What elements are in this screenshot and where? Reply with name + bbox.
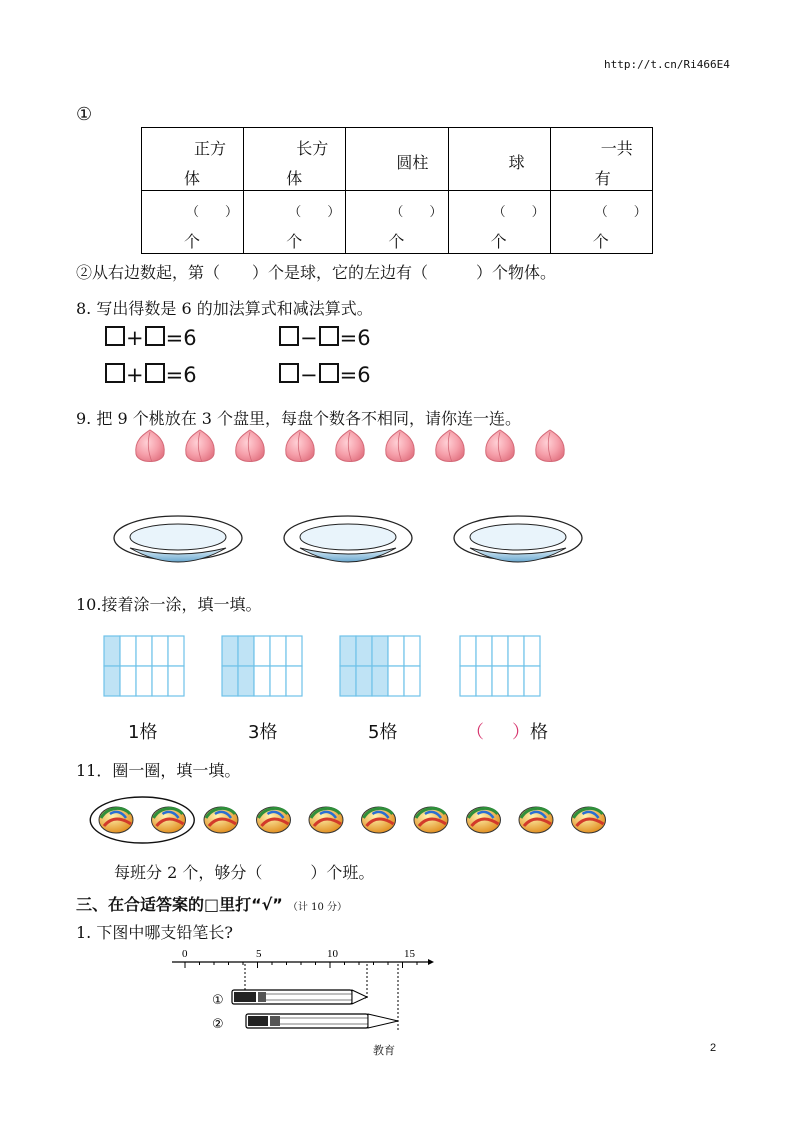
answer-box[interactable]	[105, 326, 125, 346]
ruler-label-0: 0	[182, 948, 188, 960]
blank-open-paren: （	[466, 722, 484, 743]
q11-answer: 每班分 2 个，够分（ ）个班。	[114, 863, 375, 882]
grid-cell[interactable]	[524, 666, 540, 696]
section3-score: （计 10 分）	[287, 902, 348, 913]
answer-cell-sphere[interactable]	[448, 191, 550, 254]
peaches-row	[120, 428, 580, 470]
equals-six: =6	[165, 326, 197, 350]
grid-cell[interactable]	[104, 666, 120, 696]
coloring-grids	[100, 634, 550, 698]
unit-ge: 个	[490, 232, 507, 251]
answer-cell-cuboid[interactable]	[244, 191, 346, 254]
answer-box[interactable]	[105, 363, 125, 383]
header-cell-cuboid	[244, 128, 346, 191]
grid-cell[interactable]	[372, 666, 388, 696]
plus-sign: +	[126, 326, 144, 350]
unit-ge-grid: 格	[530, 722, 548, 743]
grid-cell[interactable]	[508, 666, 524, 696]
grid-cell[interactable]	[286, 636, 302, 666]
blank-paren: （ ）	[186, 205, 239, 220]
peach-icon	[486, 430, 515, 462]
plate-icon	[454, 516, 582, 562]
grid-label-5: 5格	[368, 722, 398, 743]
grid-cell[interactable]	[492, 636, 508, 666]
grid-cell[interactable]	[460, 636, 476, 666]
grid-cell[interactable]	[460, 666, 476, 696]
q9-title: 9. 把 9 个桃放在 3 个盘里，每盘个数各不相同，请你连一连。	[76, 409, 522, 428]
equation-plus-2	[104, 363, 197, 387]
ruler-label-5: 5	[256, 948, 262, 960]
peach-icon	[186, 430, 215, 462]
answer-box[interactable]	[145, 363, 165, 383]
sphere-label: 球	[508, 153, 525, 172]
total-label-2: 有	[594, 169, 611, 188]
unit-ge: 个	[286, 232, 303, 251]
blank-paren: （ ）	[492, 205, 545, 220]
unit-ge: 个	[184, 232, 201, 251]
grid-cell[interactable]	[136, 666, 152, 696]
header-cell-sphere	[448, 128, 550, 191]
section3-title: 三、在合适答案的□里打“√”	[76, 895, 283, 914]
peach-icon	[236, 430, 265, 462]
equation-minus-1	[278, 326, 371, 350]
peach-icon	[336, 430, 365, 462]
grid-cell[interactable]	[356, 666, 372, 696]
section3-heading	[76, 892, 347, 915]
total-label-1: 一共	[600, 139, 633, 158]
q11-title: 11．圈一圈，填一填。	[76, 761, 241, 780]
cylinder-label: 圆柱	[396, 153, 429, 172]
peach-icon	[386, 430, 415, 462]
grid-cell[interactable]	[492, 666, 508, 696]
grid-cell[interactable]	[476, 636, 492, 666]
grid-cell[interactable]	[340, 666, 356, 696]
ball-icon	[519, 807, 553, 833]
answer-box[interactable]	[319, 363, 339, 383]
page-number: 2	[710, 1042, 717, 1054]
grid-cell[interactable]	[404, 636, 420, 666]
ball-icon	[309, 807, 343, 833]
pencil-1	[232, 990, 367, 1004]
grid-cell[interactable]	[120, 666, 136, 696]
coloring-grid	[460, 636, 540, 696]
cube-label-1: 正方	[194, 139, 227, 158]
grid-cell[interactable]	[168, 636, 184, 666]
equation-minus-2	[278, 363, 371, 387]
header-url: http://t.cn/Ri466E4	[604, 58, 730, 71]
blank-close-paren: ）	[512, 722, 530, 743]
shapes-count-table	[141, 127, 653, 254]
ball-icon	[414, 807, 448, 833]
grid-cell[interactable]	[270, 636, 286, 666]
grid-cell[interactable]	[238, 666, 254, 696]
header-cell-cylinder	[346, 128, 448, 191]
grid-cell[interactable]	[404, 666, 420, 696]
ruler-label-15: 15	[404, 948, 415, 960]
grid-cell[interactable]	[238, 636, 254, 666]
cube-label-2: 体	[184, 169, 201, 188]
equals-six: =6	[339, 326, 371, 350]
unit-ge: 个	[388, 232, 405, 251]
grid-cell[interactable]	[356, 636, 372, 666]
plus-sign: +	[126, 363, 144, 387]
peach-icon	[436, 430, 465, 462]
equation-plus-1	[104, 326, 197, 350]
answer-cell-total[interactable]	[550, 191, 652, 254]
minus-sign: −	[300, 363, 318, 387]
grid-label-3: 3格	[248, 722, 278, 743]
grid-cell[interactable]	[152, 636, 168, 666]
plates-row	[110, 510, 590, 582]
ball-icon	[257, 807, 291, 833]
grid-cell[interactable]	[222, 636, 238, 666]
grid-cell[interactable]	[270, 666, 286, 696]
q8-title: 8. 写出得数是 6 的加法算式和减法算式。	[76, 299, 373, 318]
grid-cell[interactable]	[254, 636, 270, 666]
grid-cell[interactable]	[508, 636, 524, 666]
grid-cell[interactable]	[388, 636, 404, 666]
grid-cell[interactable]	[168, 666, 184, 696]
grid-cell[interactable]	[476, 666, 492, 696]
grid-label-1: 1格	[128, 722, 158, 743]
pencil-2	[246, 1014, 398, 1028]
footer-center: 教育	[373, 1044, 395, 1057]
ball-icon	[152, 807, 186, 833]
unit-ge: 个	[592, 232, 609, 251]
blank-paren: （ ）	[594, 205, 647, 220]
ball-icon	[99, 807, 133, 833]
cuboid-label-1: 长方	[296, 139, 329, 158]
grid-cell[interactable]	[104, 636, 120, 666]
q7-marker: ①	[76, 104, 93, 125]
answer-box[interactable]	[319, 326, 339, 346]
plate-icon	[114, 516, 242, 562]
grid-label-blank	[466, 718, 548, 744]
coloring-grid	[340, 636, 420, 696]
grid-cell[interactable]	[222, 666, 238, 696]
plate-icon	[284, 516, 412, 562]
peach-icon	[536, 430, 565, 462]
grid-cell[interactable]	[340, 636, 356, 666]
q7-part2-text: ②从右边数起，第（ ）个是球，它的左边有（ ）个物体。	[76, 263, 557, 282]
grid-cell[interactable]	[136, 636, 152, 666]
header-cell-cube	[142, 128, 244, 191]
coloring-grid	[222, 636, 302, 696]
grid-cell[interactable]	[388, 666, 404, 696]
grid-cell[interactable]	[372, 636, 388, 666]
grid-cell[interactable]	[120, 636, 136, 666]
minus-sign: −	[300, 326, 318, 350]
ball-icon	[572, 807, 606, 833]
blank-paren: （ ）	[390, 205, 443, 220]
grid-cell[interactable]	[524, 636, 540, 666]
pencil-marker-1: ①	[212, 993, 224, 1008]
answer-cell-cylinder[interactable]	[346, 191, 448, 254]
coloring-grid	[104, 636, 184, 696]
equals-six: =6	[165, 363, 197, 387]
answer-box[interactable]	[279, 363, 299, 383]
grid-cell[interactable]	[286, 666, 302, 696]
answer-box[interactable]	[145, 326, 165, 346]
ball-icon	[467, 807, 501, 833]
answer-cell-cube[interactable]	[142, 191, 244, 254]
peach-icon	[286, 430, 315, 462]
grid-cell[interactable]	[152, 666, 168, 696]
ruler-pencil-figure	[170, 942, 440, 1038]
ball-icon	[362, 807, 396, 833]
header-cell-total	[550, 128, 652, 191]
answer-box[interactable]	[279, 326, 299, 346]
cuboid-label-2: 体	[286, 169, 303, 188]
balls-row	[84, 794, 614, 846]
blank-paren: （ ）	[288, 205, 341, 220]
ball-icon	[204, 807, 238, 833]
q3-1-title: 1. 下图中哪支铅笔长?	[76, 923, 233, 942]
ruler-label-10: 10	[327, 948, 338, 960]
grid-cell[interactable]	[254, 666, 270, 696]
q10-title: 10.接着涂一涂，填一填。	[76, 595, 262, 614]
pencil-marker-2: ②	[212, 1017, 224, 1032]
peach-icon	[136, 430, 165, 462]
equals-six: =6	[339, 363, 371, 387]
